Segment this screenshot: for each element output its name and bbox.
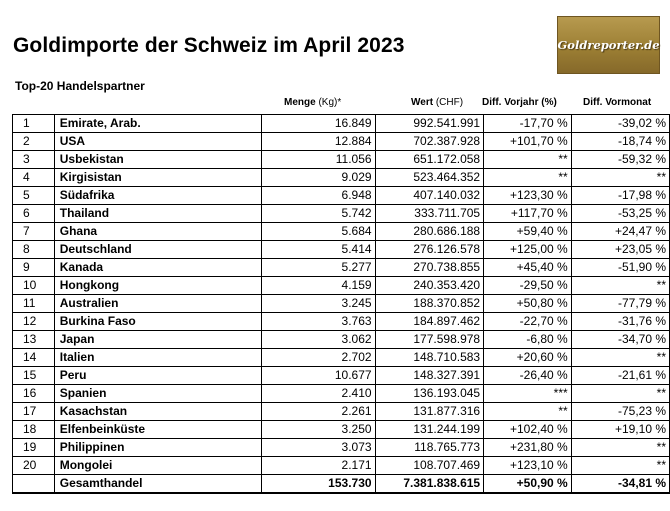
table-row: [13, 349, 670, 367]
cell-vormonat: -77,79 %: [571, 295, 669, 313]
cell-rank: 13: [13, 331, 55, 349]
cell-vormonat: **: [571, 349, 669, 367]
cell-wert: 136.193.045: [375, 385, 484, 403]
cell-wert: 118.765.773: [375, 439, 484, 457]
total-cell-country: Gesamthandel: [54, 475, 261, 494]
cell-vorjahr: **: [484, 151, 572, 169]
cell-wert: 131.244.199: [375, 421, 484, 439]
cell-wert: 333.711.705: [375, 205, 484, 223]
cell-wert: 407.140.032: [375, 187, 484, 205]
table-row: [13, 223, 670, 241]
cell-vorjahr: +117,70 %: [484, 205, 572, 223]
cell-rank: 15: [13, 367, 55, 385]
cell-vormonat: +19,10 %: [571, 421, 669, 439]
cell-vorjahr: +125,00 %: [484, 241, 572, 259]
total-cell-wert: 7.381.838.615: [375, 475, 484, 494]
cell-rank: 3: [13, 151, 55, 169]
cell-wert: 280.686.188: [375, 223, 484, 241]
cell-rank: 14: [13, 349, 55, 367]
cell-wert: 992.541.991: [375, 115, 484, 133]
cell-wert: 270.738.855: [375, 259, 484, 277]
cell-rank: 18: [13, 421, 55, 439]
total-cell-vormonat: -34,81 %: [571, 475, 669, 494]
cell-menge: 3.245: [261, 295, 375, 313]
cell-country: Deutschland: [54, 241, 261, 259]
cell-vormonat: -39,02 %: [571, 115, 669, 133]
cell-wert: 702.387.928: [375, 133, 484, 151]
cell-rank: 4: [13, 169, 55, 187]
cell-country: Spanien: [54, 385, 261, 403]
header-vorjahr: [482, 97, 557, 108]
cell-vormonat: -31,76 %: [571, 313, 669, 331]
table-row: [13, 277, 670, 295]
cell-rank: 10: [13, 277, 55, 295]
cell-vormonat: **: [571, 439, 669, 457]
cell-rank: 20: [13, 457, 55, 475]
table-row: [13, 403, 670, 421]
cell-wert: 148.710.583: [375, 349, 484, 367]
table-row: [13, 385, 670, 403]
gold-imports-table: [12, 114, 670, 494]
cell-vorjahr: -17,70 %: [484, 115, 572, 133]
page-title: Goldimporte der Schweiz im April 2023: [13, 34, 405, 57]
cell-menge: 3.763: [261, 313, 375, 331]
cell-vormonat: +24,47 %: [571, 223, 669, 241]
cell-vormonat: +23,05 %: [571, 241, 669, 259]
cell-country: Elfenbeinküste: [54, 421, 261, 439]
table-row: [13, 169, 670, 187]
cell-country: Kasachstan: [54, 403, 261, 421]
cell-menge: 9.029: [261, 169, 375, 187]
cell-menge: 3.250: [261, 421, 375, 439]
total-row: [13, 475, 670, 494]
cell-wert: 177.598.978: [375, 331, 484, 349]
cell-vormonat: -34,70 %: [571, 331, 669, 349]
cell-vormonat: **: [571, 457, 669, 475]
total-cell-vorjahr: +50,90 %: [484, 475, 572, 494]
cell-vorjahr: +59,40 %: [484, 223, 572, 241]
header-menge: [284, 97, 341, 108]
cell-menge: 2.410: [261, 385, 375, 403]
cell-country: Usbekistan: [54, 151, 261, 169]
cell-vorjahr: **: [484, 403, 572, 421]
cell-vorjahr: +50,80 %: [484, 295, 572, 313]
cell-vormonat: -51,90 %: [571, 259, 669, 277]
table-row: [13, 439, 670, 457]
cell-country: Südafrika: [54, 187, 261, 205]
cell-vorjahr: +123,10 %: [484, 457, 572, 475]
cell-menge: 16.849: [261, 115, 375, 133]
cell-country: Japan: [54, 331, 261, 349]
cell-country: Hongkong: [54, 277, 261, 295]
cell-vormonat: -53,25 %: [571, 205, 669, 223]
cell-vorjahr: ***: [484, 385, 572, 403]
cell-country: Ghana: [54, 223, 261, 241]
header-vormonat: [583, 97, 651, 108]
table-row: [13, 187, 670, 205]
header-vormonat-label: Diff. Vormonat: [583, 97, 652, 108]
table-row: [13, 421, 670, 439]
cell-country: Australien: [54, 295, 261, 313]
cell-wert: 651.172.058: [375, 151, 484, 169]
cell-rank: 17: [13, 403, 55, 421]
cell-country: Italien: [54, 349, 261, 367]
cell-vorjahr: +231,80 %: [484, 439, 572, 457]
table-row: [13, 241, 670, 259]
cell-vormonat: -18,74 %: [571, 133, 669, 151]
cell-wert: 131.877.316: [375, 403, 484, 421]
header-wert-label: Wert: [411, 97, 434, 108]
cell-wert: 240.353.420: [375, 277, 484, 295]
header-vorjahr-label: Diff. Vorjahr (%): [482, 97, 557, 108]
cell-wert: 188.370.852: [375, 295, 484, 313]
cell-vormonat: **: [571, 277, 669, 295]
cell-vorjahr: +102,40 %: [484, 421, 572, 439]
cell-vormonat: **: [571, 385, 669, 403]
cell-country: Thailand: [54, 205, 261, 223]
header-menge-label: Menge: [284, 97, 316, 108]
cell-rank: 11: [13, 295, 55, 313]
cell-menge: 2.702: [261, 349, 375, 367]
cell-vorjahr: -22,70 %: [484, 313, 572, 331]
cell-country: Peru: [54, 367, 261, 385]
cell-vorjahr: +20,60 %: [484, 349, 572, 367]
cell-country: Kirgisistan: [54, 169, 261, 187]
cell-wert: 148.327.391: [375, 367, 484, 385]
cell-wert: 276.126.578: [375, 241, 484, 259]
table-row: [13, 295, 670, 313]
total-cell-menge: 153.730: [261, 475, 375, 494]
table-body: [13, 115, 670, 494]
cell-vorjahr: -26,40 %: [484, 367, 572, 385]
cell-rank: 6: [13, 205, 55, 223]
goldreporter-logo: [557, 16, 660, 74]
cell-menge: 3.073: [261, 439, 375, 457]
cell-vorjahr: -6,80 %: [484, 331, 572, 349]
cell-menge: 12.884: [261, 133, 375, 151]
cell-vorjahr: +101,70 %: [484, 133, 572, 151]
cell-menge: 10.677: [261, 367, 375, 385]
table-row: [13, 313, 670, 331]
cell-country: USA: [54, 133, 261, 151]
cell-rank: 19: [13, 439, 55, 457]
cell-menge: 3.062: [261, 331, 375, 349]
cell-country: Kanada: [54, 259, 261, 277]
cell-wert: 184.897.462: [375, 313, 484, 331]
cell-wert: 523.464.352: [375, 169, 484, 187]
cell-vormonat: -21,61 %: [571, 367, 669, 385]
table-row: [13, 151, 670, 169]
cell-rank: 2: [13, 133, 55, 151]
cell-country: Burkina Faso: [54, 313, 261, 331]
cell-menge: 5.414: [261, 241, 375, 259]
cell-vormonat: -75,23 %: [571, 403, 669, 421]
cell-country: Mongolei: [54, 457, 261, 475]
cell-menge: 6.948: [261, 187, 375, 205]
cell-vorjahr: +123,30 %: [484, 187, 572, 205]
cell-rank: 16: [13, 385, 55, 403]
table-row: [13, 115, 670, 133]
cell-vormonat: **: [571, 169, 669, 187]
cell-vorjahr: +45,40 %: [484, 259, 572, 277]
table-row: [13, 205, 670, 223]
header-wert-unit: (CHF): [433, 97, 464, 108]
cell-vorjahr: **: [484, 169, 572, 187]
cell-menge: 2.171: [261, 457, 375, 475]
cell-rank: 12: [13, 313, 55, 331]
cell-rank: 8: [13, 241, 55, 259]
table-subtitle: Top-20 Handelspartner: [15, 79, 145, 93]
cell-menge: 11.056: [261, 151, 375, 169]
cell-menge: 5.742: [261, 205, 375, 223]
cell-menge: 2.261: [261, 403, 375, 421]
cell-rank: 5: [13, 187, 55, 205]
total-cell-rank: [13, 475, 55, 494]
table-row: [13, 457, 670, 475]
table-row: [13, 331, 670, 349]
cell-country: Philippinen: [54, 439, 261, 457]
header-menge-unit: (Kg)*: [315, 97, 342, 108]
table-row: [13, 133, 670, 151]
cell-country: Emirate, Arab.: [54, 115, 261, 133]
cell-menge: 5.277: [261, 259, 375, 277]
cell-vorjahr: -29,50 %: [484, 277, 572, 295]
cell-rank: 9: [13, 259, 55, 277]
cell-rank: 7: [13, 223, 55, 241]
table-row: [13, 367, 670, 385]
table-row: [13, 259, 670, 277]
cell-vormonat: -59,32 %: [571, 151, 669, 169]
cell-wert: 108.707.469: [375, 457, 484, 475]
cell-rank: 1: [13, 115, 55, 133]
cell-menge: 5.684: [261, 223, 375, 241]
logo-text: Goldreporter.de: [557, 38, 660, 52]
cell-vormonat: -17,98 %: [571, 187, 669, 205]
cell-menge: 4.159: [261, 277, 375, 295]
header-wert: [411, 97, 463, 108]
